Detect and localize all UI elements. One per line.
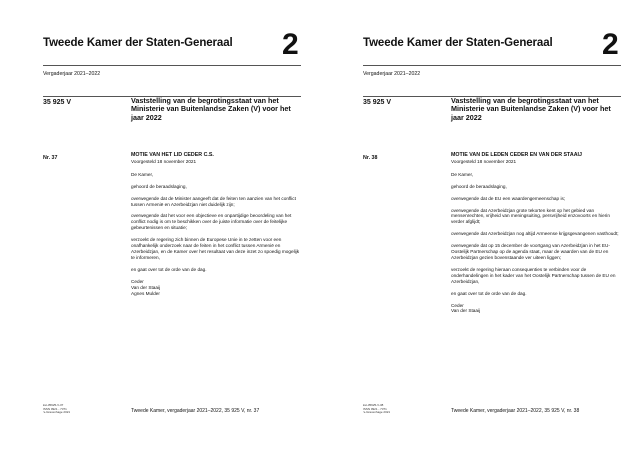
motion-title: MOTIE VAN DE LEDEN CEDER EN VAN DER STAAIJ bbox=[451, 152, 582, 158]
motion-paragraph: verzoekt de regering hieraan consequenties te verbinden voor de onderhandelingen in het kader van het Oostelijk Partnerschap tussen de EU en Azerbeidzjan, bbox=[451, 266, 616, 284]
chamber-number: 2 bbox=[602, 28, 619, 61]
footer-publication-line: 's-Gravenhage 2021 bbox=[43, 410, 71, 415]
motion-paragraph: overwegende dat Azerbeidzjan nog altijd Armeense krijgsgevangenen vasthoudt; bbox=[451, 231, 619, 237]
motion-paragraph: gehoord de beraadslaging, bbox=[131, 183, 187, 189]
footer-publication-line: ISSN 0921 - 7371 bbox=[363, 406, 387, 411]
header-divider bbox=[43, 65, 301, 66]
header-divider bbox=[363, 65, 621, 66]
session-year: Vergaderjaar 2021–2022 bbox=[43, 71, 101, 77]
parliament-title: Tweede Kamer der Staten-Generaal bbox=[363, 37, 553, 49]
signatory-name: Van der Staaij bbox=[131, 284, 161, 290]
motion-paragraph: gehoord de beraadslaging, bbox=[451, 183, 507, 189]
footer-publication-line: kst-35925-V-38 bbox=[363, 403, 384, 407]
signatory-name: Van der Staaij bbox=[451, 308, 481, 314]
motion-paragraphs bbox=[451, 172, 621, 297]
signatory-name: Ceder bbox=[451, 302, 464, 308]
motion-paragraph: verzoekt de regering zich binnen de Europese Unie in te zetten voor een onafhankelijk onderzoek naar de feiten in het conflict tussen Armenië en Azerbeidzjan, en de Kamer over het resultaat van deze inzet zo spoedig mogelijk te informeren, bbox=[131, 237, 300, 260]
footer-publication-line: kst-35925-V-37 bbox=[43, 403, 64, 407]
document-heading: Vaststelling van de begrotingsstaat van het Ministerie van Buitenlandse Zaken (V) voor het jaar 2022 bbox=[451, 96, 611, 122]
motion-body bbox=[131, 153, 301, 296]
signatories bbox=[131, 279, 301, 297]
motion-paragraph: De Kamer, bbox=[451, 171, 474, 177]
document-page-right bbox=[320, 0, 640, 452]
motion-paragraph: De Kamer, bbox=[131, 171, 154, 177]
motion-paragraph: en gaat over tot de orde van de dag. bbox=[131, 266, 207, 272]
document-number: 35 925 V bbox=[363, 99, 392, 106]
footer-publication-info bbox=[43, 404, 70, 415]
motion-number: Nr. 38 bbox=[363, 155, 378, 161]
motion-paragraph: overwegende dat het voor een objectieve en onpartijdige beoordeling van het conflict nodig is om te beschikken over de juiste informatie over de feitelijke gebeurtenissen en situatie; bbox=[131, 213, 292, 231]
signatory-name: Agnes Mulder bbox=[131, 290, 160, 296]
motion-number: Nr. 37 bbox=[43, 155, 58, 161]
motion-paragraph: en gaat over tot de orde van de dag. bbox=[451, 290, 527, 296]
signatory-name: Ceder bbox=[131, 278, 144, 284]
motion-paragraph: overwegende dat Azerbeidzjan grote tekorten kent op het gebied van mensenrechten, vrijheid van meningsuiting, persvrijheid enzovoorts en hierin verder afglijdt; bbox=[451, 207, 610, 225]
chamber-number: 2 bbox=[282, 28, 299, 61]
submitted-date: Voorgesteld 18 november 2021 bbox=[131, 158, 197, 164]
motion-title: MOTIE VAN HET LID CEDER C.S. bbox=[131, 152, 214, 158]
footer-publication-line: ISSN 0921 - 7371 bbox=[43, 406, 67, 411]
document-number: 35 925 V bbox=[43, 99, 72, 106]
parliament-title: Tweede Kamer der Staten-Generaal bbox=[43, 37, 233, 49]
signatories bbox=[451, 303, 621, 315]
footer-reference: Tweede Kamer, vergaderjaar 2021–2022, 35 925 V, nr. 37 bbox=[131, 408, 260, 414]
motion-body bbox=[451, 153, 621, 314]
document-heading: Vaststelling van de begrotingsstaat van het Ministerie van Buitenlandse Zaken (V) voor het jaar 2022 bbox=[131, 96, 291, 122]
motion-paragraph: overwegende dat op 15 december de voortgang van Azerbeidzjan in het EU-Oostelijk Partnerschap op de agenda staat, maar de waarden van de EU en Azerbeidzjan gezien bovenstaande ver uiteen liggen; bbox=[451, 243, 610, 260]
motion-paragraphs bbox=[131, 172, 301, 273]
footer-publication-info bbox=[363, 404, 390, 415]
motion-paragraph: overwegende dat de EU een waardengemeenschap is; bbox=[451, 195, 566, 201]
footer-publication-line: 's-Gravenhage 2021 bbox=[363, 410, 391, 415]
session-year: Vergaderjaar 2021–2022 bbox=[363, 71, 421, 77]
submitted-date: Voorgesteld 18 november 2021 bbox=[451, 158, 517, 164]
footer-reference: Tweede Kamer, vergaderjaar 2021–2022, 35 925 V, nr. 38 bbox=[451, 408, 580, 414]
motion-paragraph: overwegende dat de Minister aangeeft dat de feiten ten aanzien van het conflict tussen Armenië en Azerbeidzjan niet duidelijk zijn; bbox=[131, 195, 296, 207]
